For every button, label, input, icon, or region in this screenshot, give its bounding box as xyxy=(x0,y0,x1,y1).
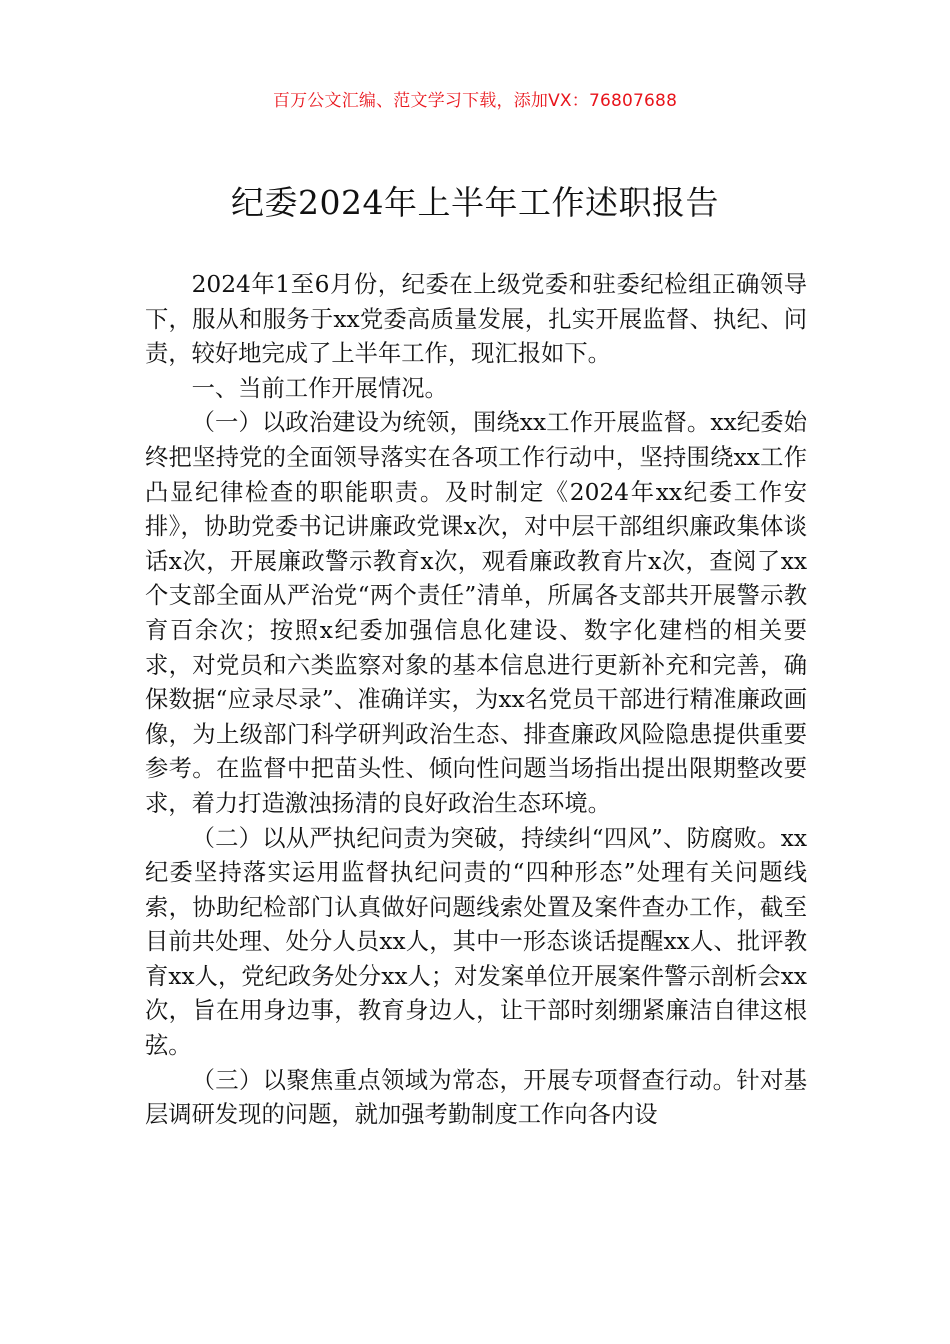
document-body xyxy=(145,268,807,1133)
paragraph-subsection-1: （一）以政治建设为统领，围绕xx工作开展监督。xx纪委始终把坚持党的全面领导落实在各项工作行动中，坚持围绕xx工作凸显纪律检查的职能职责。及时制定《2024年xx纪委工作安排》，协助党委书记讲廉政党课x次，对中层干部组织廉政集体谈话x次，开展廉政警示教育x次，观看廉政教育片x次，查阅了xx个支部全面从严治党“两个责任”清单，所属各支部共开展警示教育百余次；按照x纪委加强信息化建设、数字化建档的相关要求，对党员和六类监察对象的基本信息进行更新补充和完善，确保数据“应录尽录”、准确详实，为xx名党员干部进行精准廉政画像，为上级部门科学研判政治生态、排查廉政风险隐患提供重要参考。在监督中把苗头性、倾向性问题当场指出提出限期整改要求，着力打造激浊扬清的良好政治生态环境。 xyxy=(145,409,807,817)
paragraph-subsection-2: （二）以从严执纪问责为突破，持续纠“四风”、防腐败。xx纪委坚持落实运用监督执纪问责的“四种形态”处理有关问题线索，协助纪检部门认真做好问题线索处置及案件查办工作，截至目前共处理、处分人员xx人，其中一形态谈话提醒xx人、批评教育xx人，党纪政务处分xx人；对发案单位开展案件警示剖析会xx次，旨在用身边事，教育身边人，让干部时刻绷紧廉洁自律这根弦。 xyxy=(145,824,807,1060)
document-title: 纪委2024年上半年工作述职报告 xyxy=(231,183,719,222)
section-heading-1: 一、当前工作开展情况。 xyxy=(191,374,448,402)
header-promo-note: 百万公文汇编、范文学习下载，添加VX：76807688 xyxy=(272,91,678,111)
paragraph-intro: 2024年1至6月份，纪委在上级党委和驻委纪检组正确领导下，服从和服务于xx党委高质量发展，扎实开展监督、执纪、问责，较好地完成了上半年工作，现汇报如下。 xyxy=(145,271,807,368)
paragraph-subsection-3: （三）以聚焦重点领域为常态，开展专项督查行动。针对基层调研发现的问题，就加强考勤制度工作向各内设 xyxy=(145,1066,807,1129)
